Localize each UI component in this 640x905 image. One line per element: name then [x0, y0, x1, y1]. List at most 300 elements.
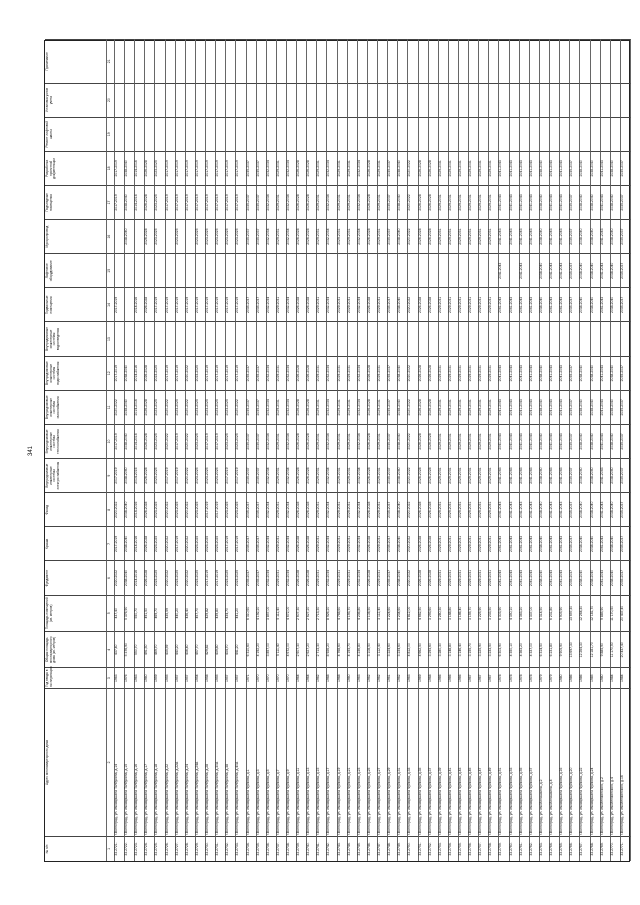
table-cell: 4 193,70	[348, 631, 358, 667]
table-cell	[479, 253, 489, 287]
table-cell	[297, 322, 307, 356]
table-cell	[601, 322, 611, 356]
table-cell: 2017-2019	[216, 151, 226, 185]
table-cell: 2035-2037	[621, 185, 631, 219]
table-cell: 2017-2019	[206, 287, 216, 321]
table-cell: 2041-2043	[550, 526, 560, 560]
table-cell	[166, 39, 176, 82]
table-cell: 2023-2025	[206, 458, 216, 492]
table-cell: 1960	[145, 667, 155, 687]
table-cell: 2017-2019	[176, 356, 186, 390]
table-cell	[307, 253, 317, 287]
table-cell: 439,80	[216, 595, 226, 631]
table-cell: 2017-2019	[216, 424, 226, 458]
table-cell	[115, 83, 125, 117]
table-cell	[570, 83, 580, 117]
table-cell	[540, 117, 550, 151]
table-cell: 2041-2043	[560, 253, 570, 287]
header-cell: Разработка проектной документации	[45, 151, 107, 185]
table-cell: 2023-2025	[176, 219, 186, 253]
table-cell	[348, 322, 358, 356]
table-cell: 2014-2016	[135, 287, 145, 321]
table-cell	[570, 117, 580, 151]
table-cell: 2017-2019	[236, 526, 246, 560]
table-cell: 2020-2022	[408, 219, 418, 253]
table-cell: 2029-2031	[348, 287, 358, 321]
table-cell	[186, 253, 196, 287]
table-cell: 2029-2031	[317, 424, 327, 458]
table-cell: 2029-2031	[317, 458, 327, 492]
table-cell: 3 224,60	[388, 631, 398, 667]
table-cell: 2029-2031	[439, 526, 449, 560]
table-cell: 2038-2040	[540, 253, 550, 287]
table-cell: 8 926,20	[327, 595, 337, 631]
table-cell	[378, 39, 388, 82]
address-cell: г.Волгоград, ул. им.маршала Чуйкова, д.41	[449, 688, 459, 836]
table-cell	[439, 253, 449, 287]
table-cell: 2038-2040	[540, 390, 550, 424]
table-cell: 2041-2043	[530, 287, 540, 321]
table-cell	[388, 83, 398, 117]
table-cell: 2035-2037	[388, 356, 398, 390]
table-cell: 33.2748.	[388, 836, 398, 861]
address-cell: г.Волгоград, ул. им.маршала Толбухина, д.14	[115, 688, 125, 836]
table-cell: 2029-2031	[277, 185, 287, 219]
table-cell: 469,70	[155, 595, 165, 631]
table-cell: 469,70	[155, 631, 165, 667]
table-cell: 2032-2034	[287, 151, 297, 185]
table-cell: 2026-2028	[429, 458, 439, 492]
table-cell: 1978	[520, 667, 530, 687]
table-cell	[570, 322, 580, 356]
table-cell: 2032-2034	[327, 424, 337, 458]
table-cell: 2038-2040	[398, 185, 408, 219]
table-cell: 2029-2031	[479, 287, 489, 321]
table-cell: 2026-2028	[419, 185, 429, 219]
table-cell	[166, 253, 176, 287]
table-cell: 2032-2034	[267, 185, 277, 219]
table-cell: 33.2765.	[560, 836, 570, 861]
table-cell: 33.2736.	[267, 836, 277, 861]
table-cell	[378, 83, 388, 117]
table-cell: 33.2749.	[398, 836, 408, 861]
table-cell: 2041-2043	[550, 390, 560, 424]
table-cell: 2041-2043	[499, 492, 509, 526]
table-cell: 2026-2028	[368, 219, 378, 253]
table-cell: 2038-2040	[611, 219, 621, 253]
table-cell: 9 905,90	[560, 631, 570, 667]
table-cell: 33.2731.	[216, 836, 226, 861]
table-cell: 2035-2037	[388, 151, 398, 185]
table-cell	[601, 117, 611, 151]
table-cell: 33.2757.	[479, 836, 489, 861]
table-cell	[368, 39, 378, 82]
table-cell	[348, 39, 358, 82]
address-cell: г.Волгоград, ул. им.маршала Чуйкова, д.5	[267, 688, 277, 836]
table-cell: 2017-2019	[206, 185, 216, 219]
table-cell: 1963	[408, 667, 418, 687]
table-cell: 2032-2034	[327, 185, 337, 219]
table-cell	[135, 39, 145, 82]
table-cell: 2035-2037	[621, 356, 631, 390]
table-cell: 2038-2040	[591, 253, 601, 287]
table-cell: 11 170,50	[611, 631, 621, 667]
table-cell: 2014-2016	[135, 151, 145, 185]
table-cell: 2038-2040	[611, 424, 621, 458]
table-cell: 2041-2043	[530, 458, 540, 492]
table-cell: 1984	[621, 667, 631, 687]
address-cell: г.Волгоград, ул. им.маршала Чуйкова, д.22	[580, 688, 590, 836]
column-number-cell: 13	[107, 322, 115, 356]
table-cell: 2041-2043	[601, 151, 611, 185]
table-cell: 2023-2025	[155, 219, 165, 253]
table-cell	[419, 253, 429, 287]
table-cell: 2038-2040	[591, 185, 601, 219]
table-cell: 2038-2040	[398, 458, 408, 492]
table-cell	[591, 39, 601, 82]
header-cell: Площадь помещений (кв. метров)	[45, 595, 107, 631]
column-number-cell: 5	[107, 595, 115, 631]
table-cell	[247, 39, 257, 82]
table-cell: 2041-2043	[510, 560, 520, 594]
address-cell: г.Волгоград, ул. им.маршала Чуйкова, д.43	[459, 688, 469, 836]
table-cell	[155, 253, 165, 287]
table-cell: 2029-2031	[338, 287, 348, 321]
table-cell: 2014-2016	[135, 458, 145, 492]
table-cell: 2038-2040	[125, 356, 135, 390]
table-cell: 33.2742.	[327, 836, 337, 861]
table-cell	[125, 253, 135, 287]
table-cell: 9 885,90	[601, 631, 611, 667]
table-cell: 2038-2040	[611, 151, 621, 185]
table-cell	[338, 253, 348, 287]
table-cell: 2023-2025	[176, 492, 186, 526]
table-cell: 2035-2037	[570, 390, 580, 424]
table-cell	[247, 253, 257, 287]
table-cell	[277, 39, 287, 82]
table-cell	[186, 322, 196, 356]
table-cell: 2023-2025	[216, 526, 226, 560]
table-cell: 1963	[358, 667, 368, 687]
table-cell: 2038-2040	[580, 458, 590, 492]
table-cell: 2029-2031	[378, 287, 388, 321]
table-cell	[277, 83, 287, 117]
table-cell: 13 697,30	[570, 631, 580, 667]
table-cell: 2038-2040	[611, 356, 621, 390]
table-cell: 2029-2031	[489, 287, 499, 321]
table-cell	[550, 39, 560, 82]
table-cell: 2041-2043	[510, 185, 520, 219]
table-cell: 2029-2031	[459, 185, 469, 219]
table-cell: 2032-2034	[267, 219, 277, 253]
table-cell: 435,59	[166, 631, 176, 667]
table-cell: 1968	[429, 667, 439, 687]
table-cell	[145, 253, 155, 287]
table-cell	[419, 83, 429, 117]
table-cell: 2038-2040	[611, 185, 621, 219]
table-cell: 33.2722.	[125, 836, 135, 861]
table-cell: 2029-2031	[317, 492, 327, 526]
table-cell: 2041-2043	[520, 560, 530, 594]
table-cell	[196, 39, 206, 82]
table-cell: 2029-2031	[277, 424, 287, 458]
header-cell: Адрес многоквартирного дома	[45, 688, 107, 836]
table-cell: 2041-2043	[530, 492, 540, 526]
table-cell	[469, 83, 479, 117]
table-cell: 2029-2031	[459, 458, 469, 492]
table-cell: 437,40	[115, 595, 125, 631]
address-cell: г.Волгоград, ул. им.маршала Чуйкова, д.21	[348, 688, 358, 836]
table-cell: 2029-2031	[449, 424, 459, 458]
table-cell: 2020-2022	[115, 492, 125, 526]
table-cell	[469, 322, 479, 356]
table-cell: 2035-2037	[570, 356, 580, 390]
table-cell: 2032-2034	[358, 356, 368, 390]
table-cell: 2017-2019	[186, 287, 196, 321]
table-cell: 2020-2022	[408, 492, 418, 526]
table-cell	[196, 253, 206, 287]
table-cell: 2032-2034	[327, 560, 337, 594]
table-cell: 2017-2019	[216, 287, 226, 321]
column-number-cell: 19	[107, 117, 115, 151]
table-cell	[388, 322, 398, 356]
table-cell: 33.2750.	[408, 836, 418, 861]
table-cell	[196, 117, 206, 151]
column-number-cell: 7	[107, 526, 115, 560]
table-cell: 6 231,80	[550, 595, 560, 631]
table-cell: 2035-2037	[388, 185, 398, 219]
table-cell: 6 314,50	[540, 595, 550, 631]
table-cell	[560, 117, 570, 151]
table-cell	[327, 253, 337, 287]
table-cell	[621, 322, 631, 356]
table-cell: 2026-2028	[429, 492, 439, 526]
header-cell: Примечание	[45, 39, 107, 82]
table-cell	[388, 253, 398, 287]
table-cell: 2038-2040	[540, 151, 550, 185]
table-cell: 2029-2031	[378, 390, 388, 424]
table-cell: 2026-2028	[307, 390, 317, 424]
address-cell: г.Волгоград, ул. им.маршала Чуйкова, д.1	[247, 688, 257, 836]
table-cell	[307, 83, 317, 117]
table-cell: 1954	[196, 667, 206, 687]
table-cell: 33.2766.	[570, 836, 580, 861]
table-cell: 2032-2034	[327, 492, 337, 526]
table-cell: 2029-2031	[469, 458, 479, 492]
table-cell: 33.2730.	[206, 836, 216, 861]
table-cell	[327, 83, 337, 117]
table-cell	[580, 39, 590, 82]
table-cell	[267, 117, 277, 151]
table-cell: 12 264,30	[580, 595, 590, 631]
address-cell: г.Волгоград, ул. им.маршала Толбухина, д.17	[145, 688, 155, 836]
table-cell: 2029-2031	[348, 560, 358, 594]
table-cell	[338, 117, 348, 151]
table-cell: 2038-2040	[125, 390, 135, 424]
table-cell: 2029-2031	[469, 492, 479, 526]
table-cell	[196, 322, 206, 356]
table-cell: 2029-2031	[489, 390, 499, 424]
table-cell	[115, 322, 125, 356]
table-cell: 2017-2019	[206, 424, 216, 458]
table-cell: 2026-2028	[297, 458, 307, 492]
table-cell: 2038-2040	[611, 253, 621, 287]
table-cell: 1979	[540, 667, 550, 687]
table-cell: 2035-2037	[257, 526, 267, 560]
table-cell	[550, 117, 560, 151]
table-cell: 1955	[166, 667, 176, 687]
table-cell: 2014-2016	[135, 560, 145, 594]
column-number-cell: 16	[107, 219, 115, 253]
table-cell: 2026-2028	[429, 526, 439, 560]
table-cell	[348, 83, 358, 117]
table-cell: 2038-2040	[611, 287, 621, 321]
table-cell: 33.2734.	[247, 836, 257, 861]
table-cell	[611, 83, 621, 117]
table-cell: 1957	[236, 667, 246, 687]
table-cell: 2041-2043	[550, 458, 560, 492]
table-cell: 2032-2034	[267, 424, 277, 458]
table-cell	[267, 83, 277, 117]
table-cell: 2029-2031	[479, 458, 489, 492]
table-cell: 2038-2040	[125, 219, 135, 253]
table-cell	[540, 83, 550, 117]
table-cell: 2020-2022	[408, 287, 418, 321]
table-cell: 2029-2031	[469, 390, 479, 424]
address-cell: г.Волгоград, ул. им.маршала Чуйкова, д.13	[307, 688, 317, 836]
table-cell: 2038-2040	[580, 287, 590, 321]
table-cell: 2026-2028	[429, 287, 439, 321]
table-cell: 4 662,50	[419, 631, 429, 667]
table-cell	[115, 117, 125, 151]
table-cell: 33.2733.	[236, 836, 246, 861]
table-cell: 1964	[307, 667, 317, 687]
table-cell: 1980	[601, 667, 611, 687]
table-cell: 2029-2031	[378, 458, 388, 492]
table-cell: 2029-2031	[338, 458, 348, 492]
table-cell: 2032-2034	[327, 356, 337, 390]
table-cell: 2035-2037	[247, 492, 257, 526]
table-cell: 2026-2028	[419, 560, 429, 594]
table-cell: 2041-2043	[601, 390, 611, 424]
address-cell: г.Волгоград, ул. им.маршала Чуйкова, д.7	[277, 688, 287, 836]
table-cell	[611, 117, 621, 151]
header-cell: Подвальные помещения	[45, 287, 107, 321]
table-cell	[338, 83, 348, 117]
table-cell: 2026-2028	[145, 151, 155, 185]
table-cell: 2020-2022	[408, 526, 418, 560]
table-cell: 2035-2037	[570, 151, 580, 185]
table-cell	[520, 322, 530, 356]
table-cell: 2029-2031	[348, 492, 358, 526]
table-cell: 2026-2028	[297, 560, 307, 594]
address-cell: г.Волгоград, ул. им.маршала Толбухина, д.16	[135, 688, 145, 836]
table-cell: 11 170,50	[611, 595, 621, 631]
address-cell: г.Волгоград, ул. им.маршала Толбухина, д.22А	[176, 688, 186, 836]
table-cell: 2029-2031	[439, 287, 449, 321]
table-cell: 2035-2037	[570, 424, 580, 458]
table-cell: 33.2724.	[145, 836, 155, 861]
table-cell: 12 181,70	[591, 631, 601, 667]
table-cell: 1971	[247, 667, 257, 687]
table-cell: 2029-2031	[439, 424, 449, 458]
table-cell	[419, 39, 429, 82]
table-cell	[510, 322, 520, 356]
table-cell: 2017-2019	[115, 458, 125, 492]
table-cell	[297, 117, 307, 151]
table-cell: 2029-2031	[489, 526, 499, 560]
table-cell: 2017-2019	[176, 185, 186, 219]
table-cell: 2029-2031	[378, 526, 388, 560]
table-cell: 2029-2031	[449, 390, 459, 424]
table-cell: 2026-2028	[419, 458, 429, 492]
table-cell: 2041-2043	[510, 356, 520, 390]
table-cell: 2017-2019	[206, 356, 216, 390]
table-cell	[459, 117, 469, 151]
table-cell: 2035-2037	[388, 526, 398, 560]
table-cell: 3 233,50	[489, 595, 499, 631]
table-cell: 2020-2022	[236, 390, 246, 424]
table-cell: 2026-2028	[419, 287, 429, 321]
table-cell: 3 224,60	[388, 595, 398, 631]
table-cell: 4 350,10	[510, 595, 520, 631]
table-cell: 2026-2028	[297, 526, 307, 560]
table-cell: 2032-2034	[267, 458, 277, 492]
column-number-cell: 4	[107, 631, 115, 667]
table-cell: 2032-2034	[287, 424, 297, 458]
table-cell	[297, 39, 307, 82]
table-cell	[388, 117, 398, 151]
table-cell: 2035-2037	[621, 151, 631, 185]
table-cell: 440,20	[176, 631, 186, 667]
table-cell: 2032-2034	[358, 424, 368, 458]
address-cell: г.Волгоград, ул. им.маршала Чуйкова, д.45	[469, 688, 479, 836]
table-cell: 2026-2028	[368, 151, 378, 185]
table-cell	[449, 253, 459, 287]
table-cell	[216, 83, 226, 117]
table-cell: 2041-2043	[520, 185, 530, 219]
table-cell: 2026-2028	[419, 492, 429, 526]
table-cell: 2038-2040	[591, 492, 601, 526]
table-cell	[489, 83, 499, 117]
table-cell: 2029-2031	[277, 390, 287, 424]
table-cell: 2029-2031	[348, 185, 358, 219]
address-cell: г.Волгоград, ул. им.маршала Чуйкова, д.16	[560, 688, 570, 836]
table-cell: 2020-2022	[115, 560, 125, 594]
table-cell: 2026-2028	[297, 287, 307, 321]
table-cell: 2038-2040	[540, 560, 550, 594]
table-cell: 2017-2019	[236, 151, 246, 185]
rotated-table-wrapper	[28, 40, 630, 862]
column-number-cell: 10	[107, 424, 115, 458]
table-cell: 33.2726.	[166, 836, 176, 861]
table-cell: 2041-2043	[560, 356, 570, 390]
table-cell: 2041-2043	[560, 560, 570, 594]
table-cell: 1970	[257, 667, 267, 687]
table-cell: 2038-2040	[125, 560, 135, 594]
table-cell	[520, 83, 530, 117]
column-number-cell: 18	[107, 151, 115, 185]
table-cell	[459, 322, 469, 356]
table-cell: 2029-2031	[348, 356, 358, 390]
table-cell: 2038-2040	[591, 390, 601, 424]
table-cell: 2038-2040	[591, 458, 601, 492]
table-cell: 441,20	[236, 595, 246, 631]
table-cell: 2026-2028	[297, 492, 307, 526]
address-cell: г.Волгоград, ул. им.маршала Чуйкова, д.23	[358, 688, 368, 836]
table-cell	[287, 39, 297, 82]
table-cell	[125, 39, 135, 82]
